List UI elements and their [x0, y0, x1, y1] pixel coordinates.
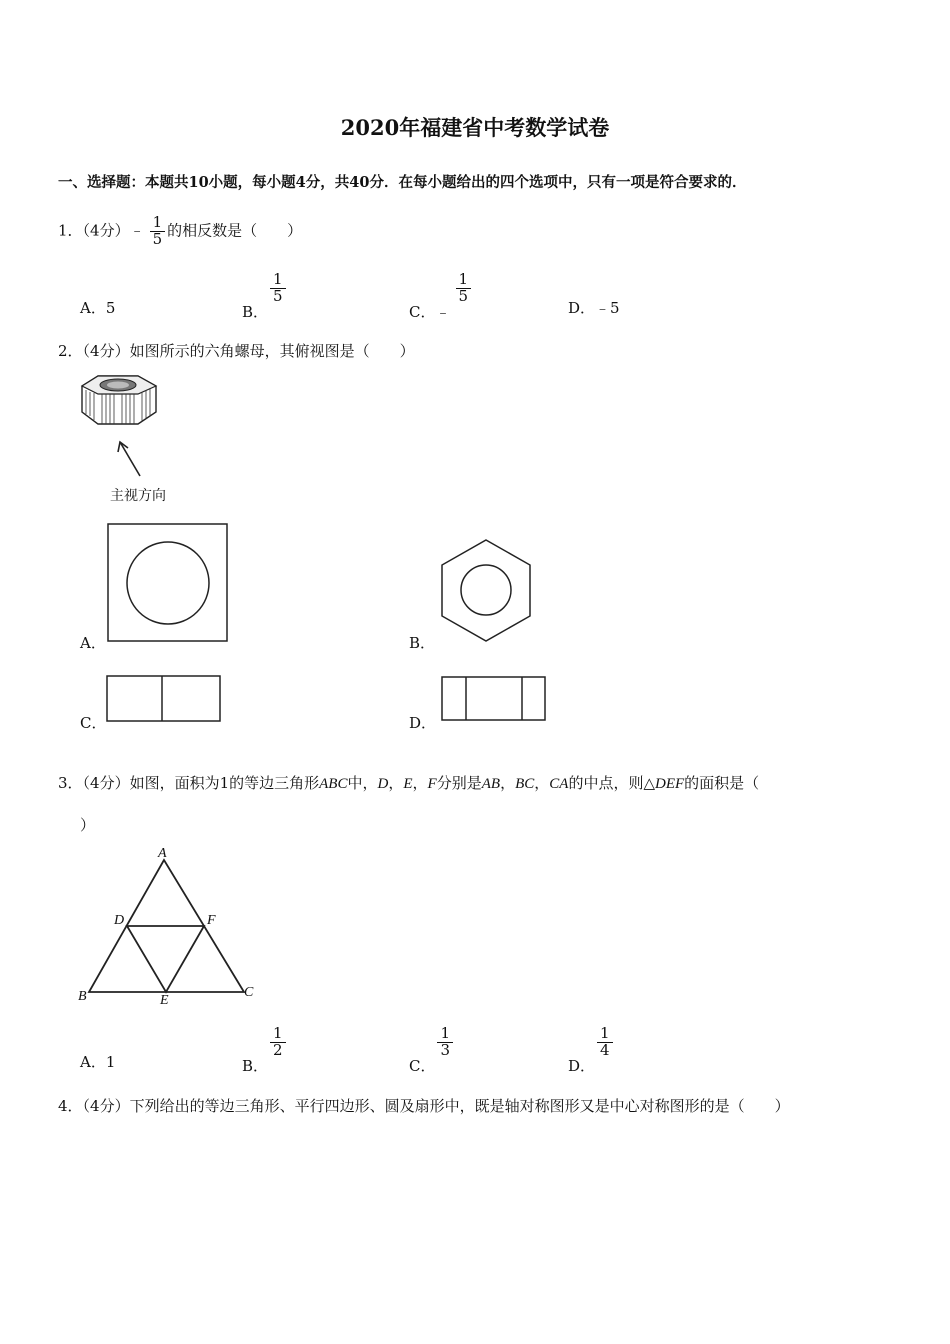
q2-option-b-label: B．	[409, 634, 436, 652]
q3-text: ，	[534, 774, 550, 792]
option-label: C．	[409, 303, 436, 322]
hexagon-shape	[442, 540, 530, 641]
vertex-label-c: C	[244, 985, 254, 1000]
q3-text: 的中点，则△	[568, 774, 655, 792]
q2-option-a-figure	[107, 523, 229, 643]
option-label: C．	[409, 1057, 436, 1076]
option-fraction	[270, 1026, 286, 1059]
q3-var: ABC	[319, 776, 348, 792]
q3-var: AB	[481, 776, 501, 792]
q3-var: BC	[515, 776, 535, 792]
frac-den: 4	[600, 1040, 610, 1059]
q3-text: 中，	[347, 774, 378, 792]
q3-var: CA	[549, 776, 569, 792]
q1-fraction	[150, 215, 166, 248]
rectangle-shape	[107, 676, 220, 721]
frac-den: 5	[458, 286, 469, 305]
q3-var: E	[403, 776, 413, 792]
q2-option-d-label: D．	[409, 714, 437, 732]
q2-option-d-figure	[441, 676, 547, 722]
figure-caption: 主视方向	[110, 488, 166, 504]
vertex-label-a: A	[158, 846, 167, 861]
q3-text: ，	[500, 774, 516, 792]
q1-option-c	[409, 270, 473, 322]
vertex-label-e: E	[160, 993, 169, 1008]
q3-text: ，	[412, 774, 428, 792]
triangle-def	[127, 926, 204, 992]
q3-text: 的面积是（	[684, 774, 760, 792]
option-label: A．	[80, 1053, 106, 1071]
option-label: D．	[568, 1057, 596, 1076]
option-fraction	[597, 1026, 613, 1059]
page-title: 2020年福建省中考数学试卷	[340, 115, 610, 140]
q3-option-d	[568, 1024, 615, 1076]
q2-option-b-figure	[438, 538, 534, 644]
frac-den: 2	[273, 1040, 283, 1059]
option-label: A．	[80, 299, 106, 317]
q3-option-a	[80, 1051, 115, 1072]
q1-option-a	[80, 297, 115, 318]
question-1	[58, 215, 302, 248]
q3-closing-paren: ）	[80, 816, 96, 834]
q1-suffix: 的相反数是（ ）	[167, 221, 303, 240]
q1-frac-num: 1	[150, 215, 166, 232]
frac-den: 3	[440, 1040, 451, 1059]
question-2: 2．（4分）如图所示的六角螺母，其俯视图是（ ）	[58, 342, 415, 360]
q2-option-c-label: C．	[80, 714, 107, 732]
q2-option-c-figure	[106, 675, 222, 723]
option-value: ﹣5	[595, 299, 620, 317]
option-fraction	[456, 272, 472, 305]
vertex-label-b: B	[78, 989, 87, 1004]
q3-var: DEF	[654, 776, 685, 792]
q1-prefix: 1．（4分）	[58, 221, 130, 240]
q3-text: ，	[388, 774, 404, 792]
frac-num: 1	[456, 272, 472, 289]
q3-var: F	[427, 776, 437, 792]
frac-num: 1	[270, 1026, 286, 1043]
frac-den: 5	[273, 286, 283, 305]
option-label: D．	[568, 299, 596, 317]
section-heading: 一、选择题：本题共10小题，每小题4分，共40分．在每小题给出的四个选项中，只有一项是符合要求的．	[58, 174, 747, 191]
question-4: 4．（4分）下列给出的等边三角形、平行四边形、圆及扇形中，既是轴对称图形又是中心对称图形的是（ ）	[58, 1097, 790, 1115]
vertex-label-d: D	[114, 913, 125, 928]
q1-option-b	[242, 270, 288, 322]
q2-option-a-label: A．	[80, 634, 106, 652]
vertex-label-f: F	[207, 913, 216, 928]
option-label: B．	[242, 303, 269, 322]
q3-option-b	[242, 1024, 288, 1076]
rectangle-shape	[442, 677, 545, 720]
frac-num: 1	[597, 1026, 613, 1043]
triangle-figure	[74, 842, 264, 1012]
option-value: 5	[105, 299, 116, 317]
q3-text: 分别是	[436, 774, 482, 792]
q3-text: 3．（4分）如图，面积为1的等边三角形	[58, 774, 320, 792]
q1-option-d	[568, 297, 620, 318]
option-fraction	[437, 1026, 453, 1059]
option-label: B．	[242, 1057, 269, 1076]
q1-frac-den: 5	[152, 229, 163, 248]
question-3	[58, 772, 759, 793]
option-value: 1	[105, 1053, 116, 1071]
view-direction-arrow-icon	[118, 442, 140, 476]
q3-var: D	[377, 776, 389, 792]
nut-icon	[82, 376, 156, 424]
option-minus: ﹣	[435, 303, 451, 322]
q1-minus: ﹣	[129, 221, 145, 240]
q3-option-c	[409, 1024, 455, 1076]
frac-num: 1	[270, 272, 286, 289]
option-fraction	[270, 272, 286, 305]
frac-num: 1	[437, 1026, 453, 1043]
